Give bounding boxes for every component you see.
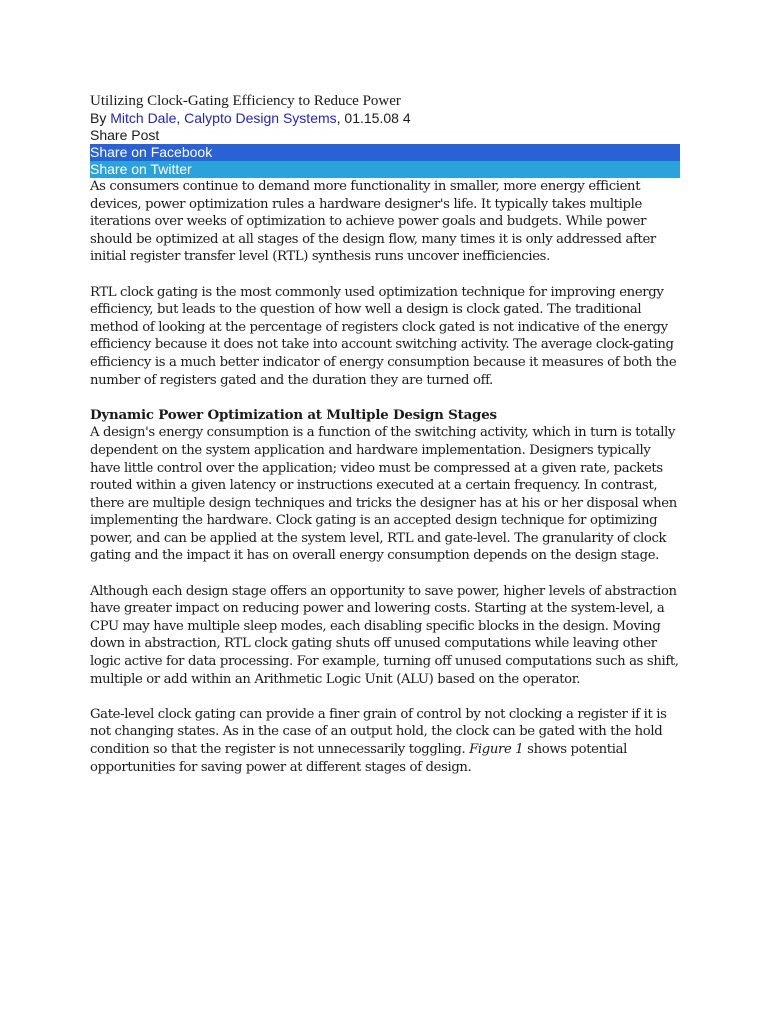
article	[90, 92, 680, 776]
section-heading: Dynamic Power Optimization at Multiple Design Stages	[90, 406, 497, 423]
share-post-label: Share Post	[90, 127, 160, 143]
paragraph-intro: As consumers continue to demand more functionality in smaller, more energy efficient devices, power optimization rules a hardware designer's life. It typically takes multiple iterations over weeks of optimization to achieve power goals and budgets. While power should be optimized at all stages of the design flow, many times it is only addressed after initial register transfer level (RTL) synthesis runs uncover inefficiencies.	[90, 179, 656, 265]
paragraph-design-stages: Although each design stage offers an opportunity to save power, higher levels of abstraction have greater impact on reducing power and lowering costs. Starting at the system-level, a CPU may have multiple sleep modes, each disabling specific blocks in the design. Moving down in abstraction, RTL clock gating shuts off unused computations while leaving other logic active for data processing. For example, turning off unused computations such as shift, multiple or add within an Arithmetic Logic Unit (ALU) based on the operator.	[90, 583, 679, 687]
paragraph-energy-consumption: A design's energy consumption is a function of the switching activity, which in turn is totally dependent on the system application and hardware implementation. Designers typically have little control over the application; video must be compressed at a given rate, packets routed within a given latency or instructions executed at a certain frequency. In contrast, there are multiple design techniques and tricks the designer has at his or her disposal when implementing the hardware. Clock gating is an accepted design technique for optimizing power, and can be applied at the system level, RTL and gate-level. The granularity of clock gating and the impact it has on overall energy consumption depends on the design stage.	[90, 425, 677, 564]
figure-reference: Figure 1	[469, 742, 524, 757]
byline-date-comments: , 01.15.08 4	[336, 110, 411, 126]
paragraph-rtl-clock-gating: RTL clock gating is the most commonly used optimization technique for improving energy efficiency, but leads to the question of how well a design is clock gated. The traditional method of looking at the percentage of registers clock gated is not indicative of the energy efficiency because it does not take into account switching activity. The average clock-gating efficiency is a much better indicator of energy consumption because it measures of both the number of registers gated and the duration they are turned off.	[90, 284, 677, 388]
gate-level-text-end: shows potential opportunities for saving power at different stages of design.	[90, 742, 627, 775]
paragraph-gate-level	[90, 706, 680, 776]
share-facebook-button[interactable]: Share on Facebook	[90, 144, 680, 161]
share-twitter-button[interactable]: Share on Twitter	[90, 161, 680, 178]
byline	[90, 110, 680, 127]
author-link[interactable]: Mitch Dale, Calypto Design Systems	[110, 110, 337, 126]
article-title: Utilizing Clock-Gating Efficiency to Reduce Power	[90, 93, 401, 109]
gate-level-text: Gate-level clock gating can provide a finer grain of control by not clocking a register if it is not changing states. As in the case of an output hold, the clock can be gated with the hold condition so that the register is not unnecessarily toggling.	[90, 706, 667, 757]
byline-prefix: By	[90, 110, 111, 126]
